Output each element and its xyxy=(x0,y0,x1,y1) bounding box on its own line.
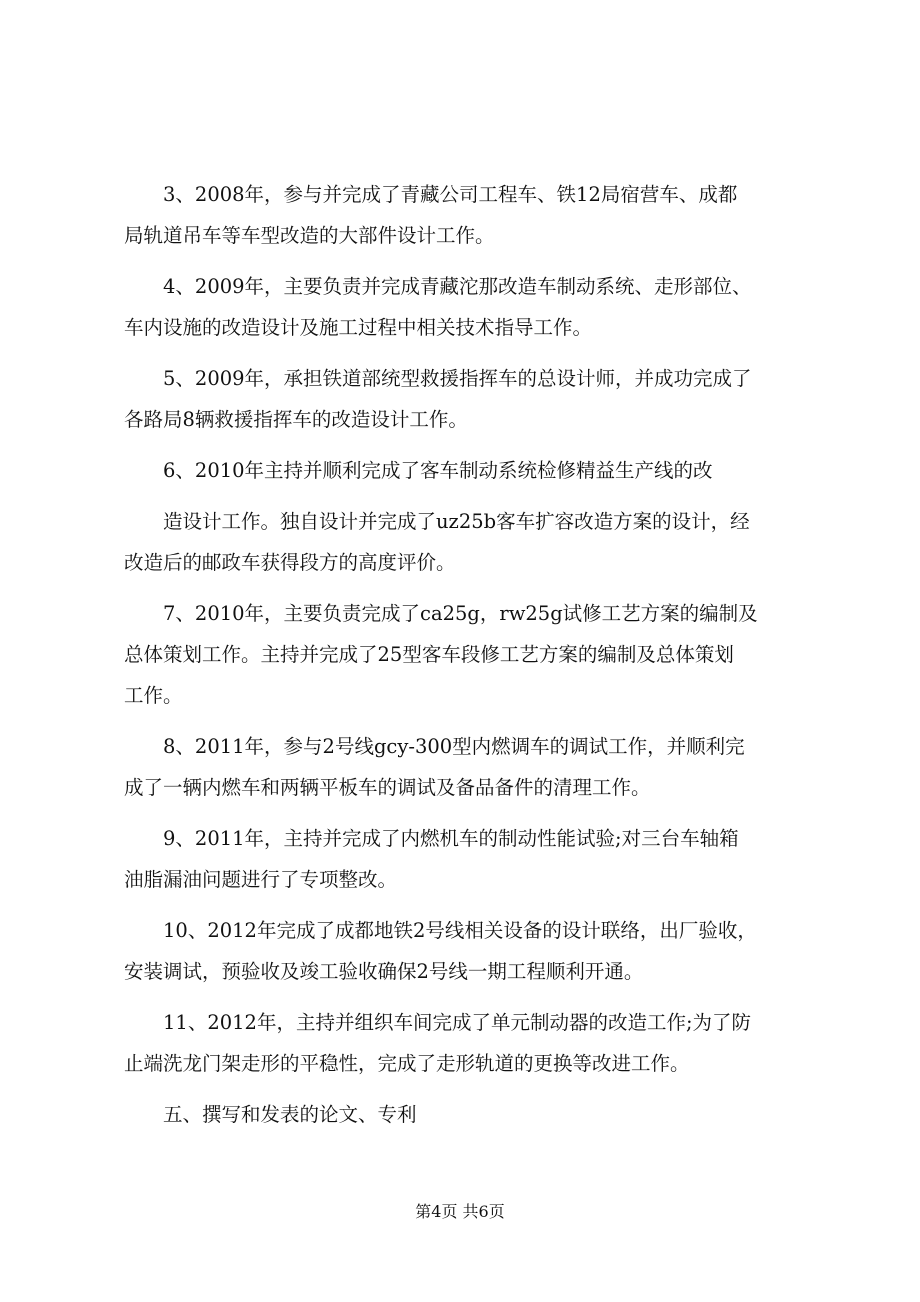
paragraph-line: 成了一辆内燃车和两辆平板车的调试及备品备件的清理工作。 xyxy=(124,776,651,799)
paragraph-item-6 xyxy=(124,450,820,491)
paragraph-item-7 xyxy=(124,593,820,716)
paragraph-line: 7、2010年，主要负责完成了ca25g，rw25g试修工艺方案的编制及 xyxy=(163,602,758,625)
paragraph-line: 各路局8辆救援指挥车的改造设计工作。 xyxy=(124,408,468,431)
paragraph-line: 11、2012年，主持并组织车间完成了单元制动器的改造工作;为了防 xyxy=(163,1011,752,1034)
paragraph-line: 9、2011年，主持并完成了内燃机车的制动性能试验;对三台车轴箱 xyxy=(163,827,739,850)
paragraph-line: 4、2009年，主要负责并完成青藏沱那改造车制动系统、走形部位、 xyxy=(163,275,752,298)
page-footer xyxy=(0,1200,920,1224)
paragraph-line: 局轨道吊车等车型改造的大部件设计工作。 xyxy=(124,224,495,247)
paragraph-line: 止端洗龙门架走形的平稳性，完成了走形轨道的更换等改进工作。 xyxy=(124,1052,690,1075)
paragraph-item-8 xyxy=(124,726,820,808)
paragraph-item-5 xyxy=(124,358,820,440)
paragraph-line: 工作。 xyxy=(124,684,183,707)
paragraph-item-3 xyxy=(124,174,820,256)
paragraph-line: 8、2011年，参与2号线gcy-300型内燃调车的调试工作，并顺利完 xyxy=(163,735,745,758)
paragraph-item-4 xyxy=(124,266,820,348)
paragraph-line: 10、2012年完成了成都地铁2号线相关设备的设计联络，出厂验收， xyxy=(163,919,757,942)
section-heading xyxy=(124,1094,820,1135)
paragraph-line: 6、2010年主持并顺利完成了客车制动系统检修精益生产线的改 xyxy=(163,459,713,482)
paragraph-line: 车内设施的改造设计及施工过程中相关技术指导工作。 xyxy=(124,316,593,339)
paragraph-item-10 xyxy=(124,910,820,992)
paragraph-item-9 xyxy=(124,818,820,900)
paragraph-line: 改造后的邮政车获得段方的高度评价。 xyxy=(124,551,456,574)
paragraph-line: 安装调试，预验收及竣工验收确保2号线一期工程顺利开通。 xyxy=(124,960,644,983)
paragraph-item-11 xyxy=(124,1002,820,1084)
paragraph-line: 5、2009年，承担铁道部统型救援指挥车的总设计师，并成功完成了 xyxy=(163,367,752,390)
section-heading-text: 五、撰写和发表的论文、专利 xyxy=(163,1103,417,1126)
paragraph-line: 3、2008年，参与并完成了青藏公司工程车、铁12局宿营车、成都 xyxy=(163,183,738,206)
paragraph-line: 油脂漏油问题进行了专项整改。 xyxy=(124,868,398,891)
document-body xyxy=(124,174,820,1145)
paragraph-item-6-continued xyxy=(124,501,820,583)
paragraph-line: 总体策划工作。主持并完成了25型客车段修工艺方案的编制及总体策划 xyxy=(124,643,734,666)
page-number-label: 第4页 共6页 xyxy=(415,1202,505,1221)
paragraph-line: 造设计工作。独自设计并完成了uz25b客车扩容改造方案的设计，经 xyxy=(163,510,750,533)
